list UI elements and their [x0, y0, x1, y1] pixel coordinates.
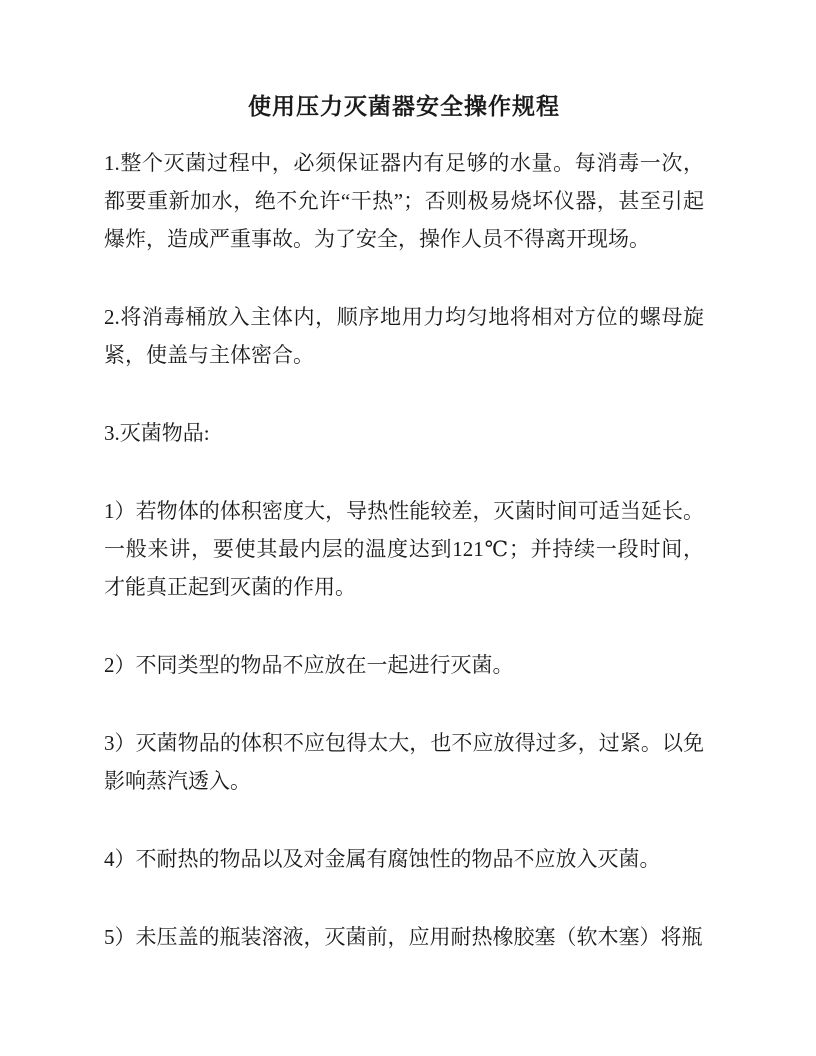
clause-3: 3.灭菌物品: — [104, 421, 210, 445]
sub-item-5: 5）未压盖的瓶装溶液，灭菌前，应用耐热橡胶塞（软木塞）将瓶 — [104, 925, 703, 949]
clause-1: 1.整个灭菌过程中，必须保证器内有足够的水量。每消毒一次，都要重新加水，绝不允许“干热”；否则极易烧坏仪器，甚至引起爆炸，造成严重事故。为了安全，操作人员不得离开现场。 — [104, 151, 704, 251]
sub-item-2: 2）不同类型的物品不应放在一起进行灭菌。 — [104, 653, 514, 677]
clause-2: 2.将消毒桶放入主体内，顺序地用力均匀地将相对方位的螺母旋紧，使盖与主体密合。 — [104, 305, 704, 367]
sub-item-4: 4）不耐热的物品以及对金属有腐蚀性的物品不应放入灭菌。 — [104, 847, 661, 871]
sub-item-3: 3）灭菌物品的体积不应包得太大，也不应放得过多，过紧。以免影响蒸汽透入。 — [104, 731, 704, 793]
document-title: 使用压力灭菌器安全操作规程 — [248, 94, 560, 119]
sub-item-1: 1）若物体的体积密度大，导热性能较差，灭菌时间可适当延长。一般来讲，要使其最内层的温度达到121℃；并持续一段时间，才能真正起到灭菌的作用。 — [104, 499, 704, 599]
